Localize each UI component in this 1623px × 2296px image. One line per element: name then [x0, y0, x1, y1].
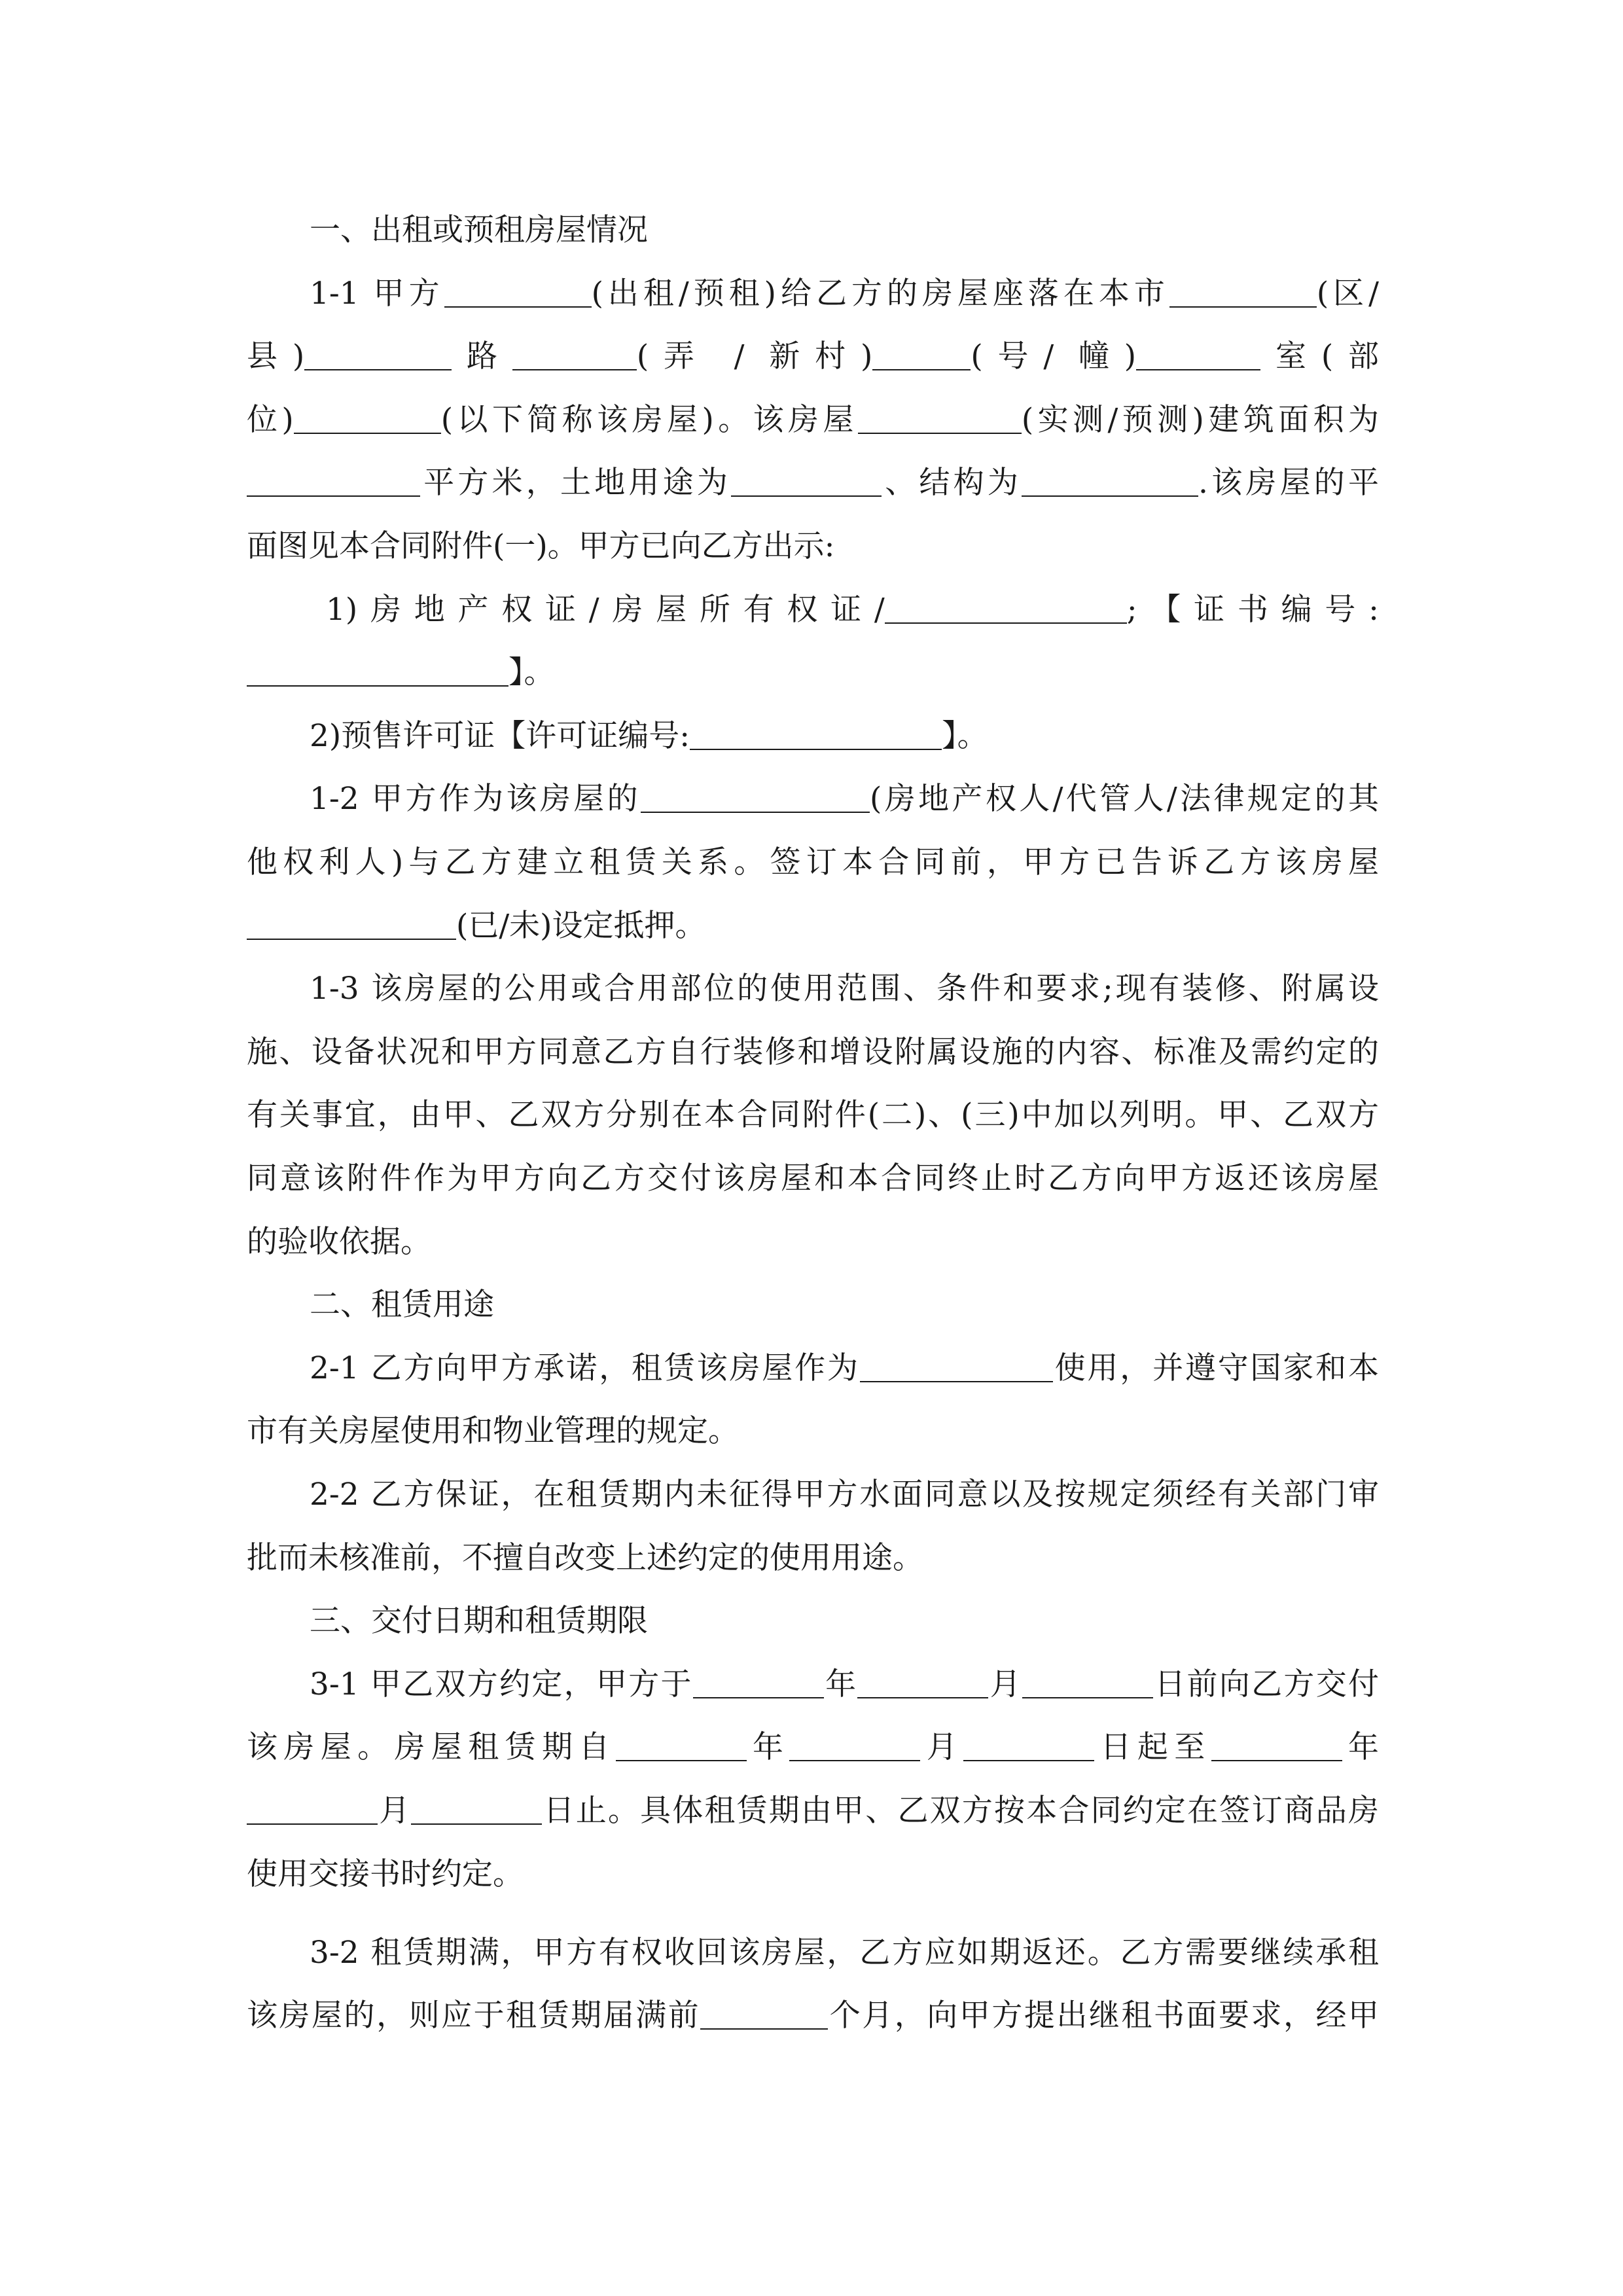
clause-3-1-line-1: 3-1 甲乙双方约定，甲方于 年 月 日前向乙方交付: [310, 1666, 1379, 1702]
blank-lessor-role[interactable]: [641, 783, 870, 813]
clause-1-2-line-3: (已/未)设定抵押。: [247, 906, 1379, 946]
blank-start-year[interactable]: [616, 1731, 747, 1761]
clause-1-2-line-2: 他权利人)与乙方建立租赁关系。签订本合同前，甲方已告诉乙方该房屋: [247, 844, 1379, 880]
clause-2-2-line-1: 2-2 乙方保证，在租赁期内未征得甲方水面同意以及按规定须经有关部门审: [310, 1477, 1379, 1513]
clause-1-1-line-5: 面图见本合同附件(一)。甲方已向乙方出示:: [247, 528, 835, 564]
blank-certificate-type[interactable]: [885, 594, 1127, 624]
blank-lessor-type[interactable]: [444, 278, 592, 308]
blank-delivery-year[interactable]: [693, 1668, 824, 1698]
blank-end-month[interactable]: [247, 1795, 378, 1825]
blank-lane[interactable]: [512, 340, 637, 370]
blank-delivery-day[interactable]: [1022, 1668, 1153, 1698]
clause-2-2-line-2: 批而未核准前，不擅自改变上述约定的使用用途。: [247, 1540, 923, 1576]
clause-1-3-line-1: 1-3 该房屋的公用或合用部位的使用范围、条件和要求;现有装修、附属设: [310, 971, 1379, 1007]
clause-2-1-line-1: 2-1 乙方向甲方承诺，租赁该房屋作为 使用，并遵守国家和本: [310, 1350, 1379, 1386]
clause-1-3-line-5: 的验收依据。: [247, 1224, 431, 1260]
clause-1-1-line-2: 县) 路 (弄 / 新村) (号/ 幢) 室(部: [247, 338, 1380, 374]
blank-number[interactable]: [872, 340, 971, 370]
blank-end-day[interactable]: [411, 1795, 542, 1825]
blank-renewal-months[interactable]: [700, 2000, 828, 2030]
blank-structure[interactable]: [1022, 467, 1198, 497]
clause-1-1-line-1: 1-1 甲方 (出租/预租)给乙方的房屋座落在本市 (区/: [310, 276, 1380, 312]
blank-usage[interactable]: [860, 1352, 1053, 1382]
clause-1-2-line-1: 1-2 甲方作为该房屋的 (房地产权人/代管人/法律规定的其: [310, 781, 1379, 817]
blank-delivery-month[interactable]: [857, 1668, 988, 1698]
blank-road[interactable]: [304, 340, 452, 370]
item-1-line-2: 】。: [247, 653, 1379, 692]
blank-district[interactable]: [1169, 278, 1317, 308]
clause-2-1-line-2: 市有关房屋使用和物业管理的规定。: [247, 1413, 739, 1449]
blank-room[interactable]: [1136, 340, 1260, 370]
clause-1-3-line-3: 有关事宜，由甲、乙双方分别在本合同附件(二)、(三)中加以列明。甲、乙双方: [247, 1097, 1379, 1133]
clause-1-3-line-2: 施、设备状况和甲方同意乙方自行装修和增设附属设施的内容、标准及需约定的: [247, 1034, 1379, 1070]
blank-start-month[interactable]: [789, 1731, 920, 1761]
blank-mortgage[interactable]: [247, 910, 456, 940]
clause-1-1-line-3: 位) (以下简称该房屋)。该房屋 (实测/预测)建筑面积为: [247, 402, 1379, 438]
clause-3-1-line-3: 月 日止。具体租赁期由甲、乙双方按本合同约定在签订商品房: [247, 1791, 1379, 1831]
section-heading-3: 三、交付日期和租赁期限: [310, 1603, 648, 1639]
clause-3-2-line-1: 3-2 租赁期满，甲方有权收回该房屋，乙方应如期返还。乙方需要继续承租: [310, 1935, 1379, 1971]
item-2-line: 2)预售许可证【许可证编号: 】。: [310, 718, 988, 754]
blank-end-year[interactable]: [1211, 1731, 1342, 1761]
blank-measure-type[interactable]: [858, 404, 1022, 434]
section-heading-1: 一、出租或预租房屋情况: [310, 212, 648, 248]
clause-1-3-line-4: 同意该附件作为甲方向乙方交付该房屋和本合同终止时乙方向甲方返还该房屋: [247, 1160, 1379, 1196]
blank-location[interactable]: [294, 404, 441, 434]
clause-1-1-line-4: 平方米，土地用途为 、结构为 .该房屋的平: [247, 463, 1379, 503]
blank-land-use[interactable]: [731, 467, 882, 497]
clause-3-2-line-2: 该房屋的，则应于租赁期届满前 个月，向甲方提出继租书面要求，经甲: [247, 1998, 1380, 2034]
clause-3-1-line-2: 该房屋。房屋租赁期自 年 月 日起至 年: [247, 1729, 1380, 1765]
item-1-line-1: 1)房地产权证/房屋所有权证/ ;【证书编号:: [326, 592, 1379, 628]
section-heading-2: 二、租赁用途: [310, 1287, 494, 1323]
blank-start-day[interactable]: [963, 1731, 1094, 1761]
blank-permit-number[interactable]: [690, 720, 942, 750]
clause-3-1-line-4: 使用交接书时约定。: [247, 1856, 524, 1892]
blank-certificate-number[interactable]: [247, 656, 508, 687]
blank-area[interactable]: [247, 467, 420, 497]
